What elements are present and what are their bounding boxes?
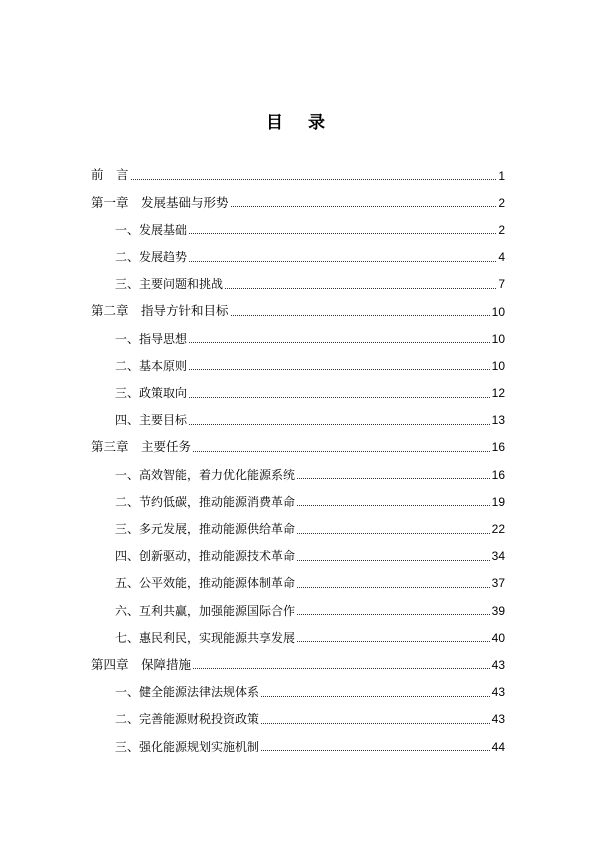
toc-entry-label: 三、多元发展，推动能源供给革命 (115, 522, 296, 537)
toc-page-number: 43 (491, 712, 505, 727)
toc-section-entry[interactable] (91, 624, 505, 651)
toc-page-number: 39 (491, 603, 505, 618)
toc-entry-label: 第一章 发展基础与形势 (91, 194, 229, 210)
toc-section-entry[interactable] (91, 244, 505, 271)
toc-entry-label: 三、强化能源规划实施机制 (115, 739, 260, 754)
toc-chapter-entry[interactable] (91, 298, 505, 325)
dot-leader (189, 424, 490, 425)
toc-section-entry[interactable] (91, 461, 505, 488)
dot-leader (189, 397, 490, 398)
toc-entry-label: 三、政策取向 (115, 386, 188, 401)
toc-entry-label: 一、发展基础 (115, 222, 188, 237)
toc-page-number: 10 (491, 358, 505, 373)
toc-chapter-entry[interactable] (91, 189, 505, 216)
toc-section-entry[interactable] (91, 515, 505, 542)
dot-leader (297, 505, 490, 506)
dot-leader (297, 560, 490, 561)
dot-leader (297, 533, 490, 534)
dot-leader (231, 206, 497, 207)
toc-title (0, 108, 595, 133)
toc-entry-label: 二、节约低碳，推动能源消费革命 (115, 494, 296, 509)
toc-page-number: 19 (491, 494, 505, 509)
toc-page-number: 12 (491, 386, 505, 401)
toc-entry-label: 第二章 指导方针和目标 (91, 303, 229, 319)
toc-page-number: 34 (491, 549, 505, 564)
toc-page-number: 44 (491, 739, 505, 754)
toc-page-number: 1 (498, 168, 505, 183)
dot-leader (297, 614, 490, 615)
dot-leader (231, 315, 490, 316)
toc-entry-label: 六、互利共赢，加强能源国际合作 (115, 603, 296, 618)
toc-section-entry[interactable] (91, 543, 505, 570)
dot-leader (189, 369, 490, 370)
dot-leader (189, 233, 496, 234)
toc-page-number: 43 (491, 685, 505, 700)
toc-page-number: 10 (491, 304, 505, 319)
dot-leader (193, 668, 490, 669)
toc-section-entry[interactable] (91, 216, 505, 243)
dot-leader (225, 288, 496, 289)
dot-leader (193, 451, 490, 452)
dot-leader (131, 179, 497, 180)
toc-title-text: 目 录 (266, 113, 329, 133)
toc-section-entry[interactable] (91, 597, 505, 624)
toc-page-number: 2 (498, 222, 505, 237)
toc-entry-label: 七、惠民利民，实现能源共享发展 (115, 630, 296, 645)
toc-entry-label: 五、公平效能，推动能源体制革命 (115, 576, 296, 591)
toc-page-number: 4 (498, 250, 505, 265)
toc-page-number: 7 (498, 277, 505, 292)
toc-entry-label: 第三章 主要任务 (91, 439, 192, 455)
toc-entry-label: 前 言 (91, 167, 129, 183)
toc-section-entry[interactable] (91, 570, 505, 597)
toc-entry-label: 二、发展趋势 (115, 250, 188, 265)
toc-section-entry[interactable] (91, 380, 505, 407)
toc-entry-label: 一、指导思想 (115, 331, 188, 346)
toc-entry-label: 第四章 保障措施 (91, 656, 192, 672)
toc-section-entry[interactable] (91, 271, 505, 298)
toc-section-entry[interactable] (91, 706, 505, 733)
toc-chapter-entry[interactable] (91, 434, 505, 461)
dot-leader (297, 641, 490, 642)
toc-section-entry[interactable] (91, 325, 505, 352)
dot-leader (297, 478, 490, 479)
dot-leader (261, 723, 490, 724)
toc-section-entry[interactable] (91, 488, 505, 515)
dot-leader (189, 261, 496, 262)
toc-entry-label: 四、主要目标 (115, 413, 188, 428)
toc-page-number: 16 (491, 467, 505, 482)
toc-page-number: 40 (491, 630, 505, 645)
toc-section-entry[interactable] (91, 352, 505, 379)
toc-section-entry[interactable] (91, 733, 505, 760)
toc-entry-label: 二、完善能源财税投资政策 (115, 712, 260, 727)
dot-leader (189, 342, 490, 343)
toc-entry-label: 一、高效智能，着力优化能源系统 (115, 467, 296, 482)
toc-section-entry[interactable] (91, 679, 505, 706)
toc-list (91, 162, 505, 760)
toc-page-number: 22 (491, 522, 505, 537)
toc-page-number: 16 (491, 440, 505, 455)
toc-chapter-entry[interactable] (91, 162, 505, 189)
dot-leader (261, 696, 490, 697)
toc-page-number: 10 (491, 331, 505, 346)
toc-chapter-entry[interactable] (91, 651, 505, 678)
toc-page-number: 2 (498, 195, 505, 210)
toc-entry-label: 一、健全能源法律法规体系 (115, 685, 260, 700)
dot-leader (297, 587, 490, 588)
toc-entry-label: 四、创新驱动，推动能源技术革命 (115, 549, 296, 564)
toc-page-number: 37 (491, 576, 505, 591)
toc-section-entry[interactable] (91, 407, 505, 434)
toc-entry-label: 二、基本原则 (115, 358, 188, 373)
toc-entry-label: 三、主要问题和挑战 (115, 277, 224, 292)
toc-page-number: 43 (491, 657, 505, 672)
toc-page-number: 13 (491, 413, 505, 428)
dot-leader (261, 750, 490, 751)
